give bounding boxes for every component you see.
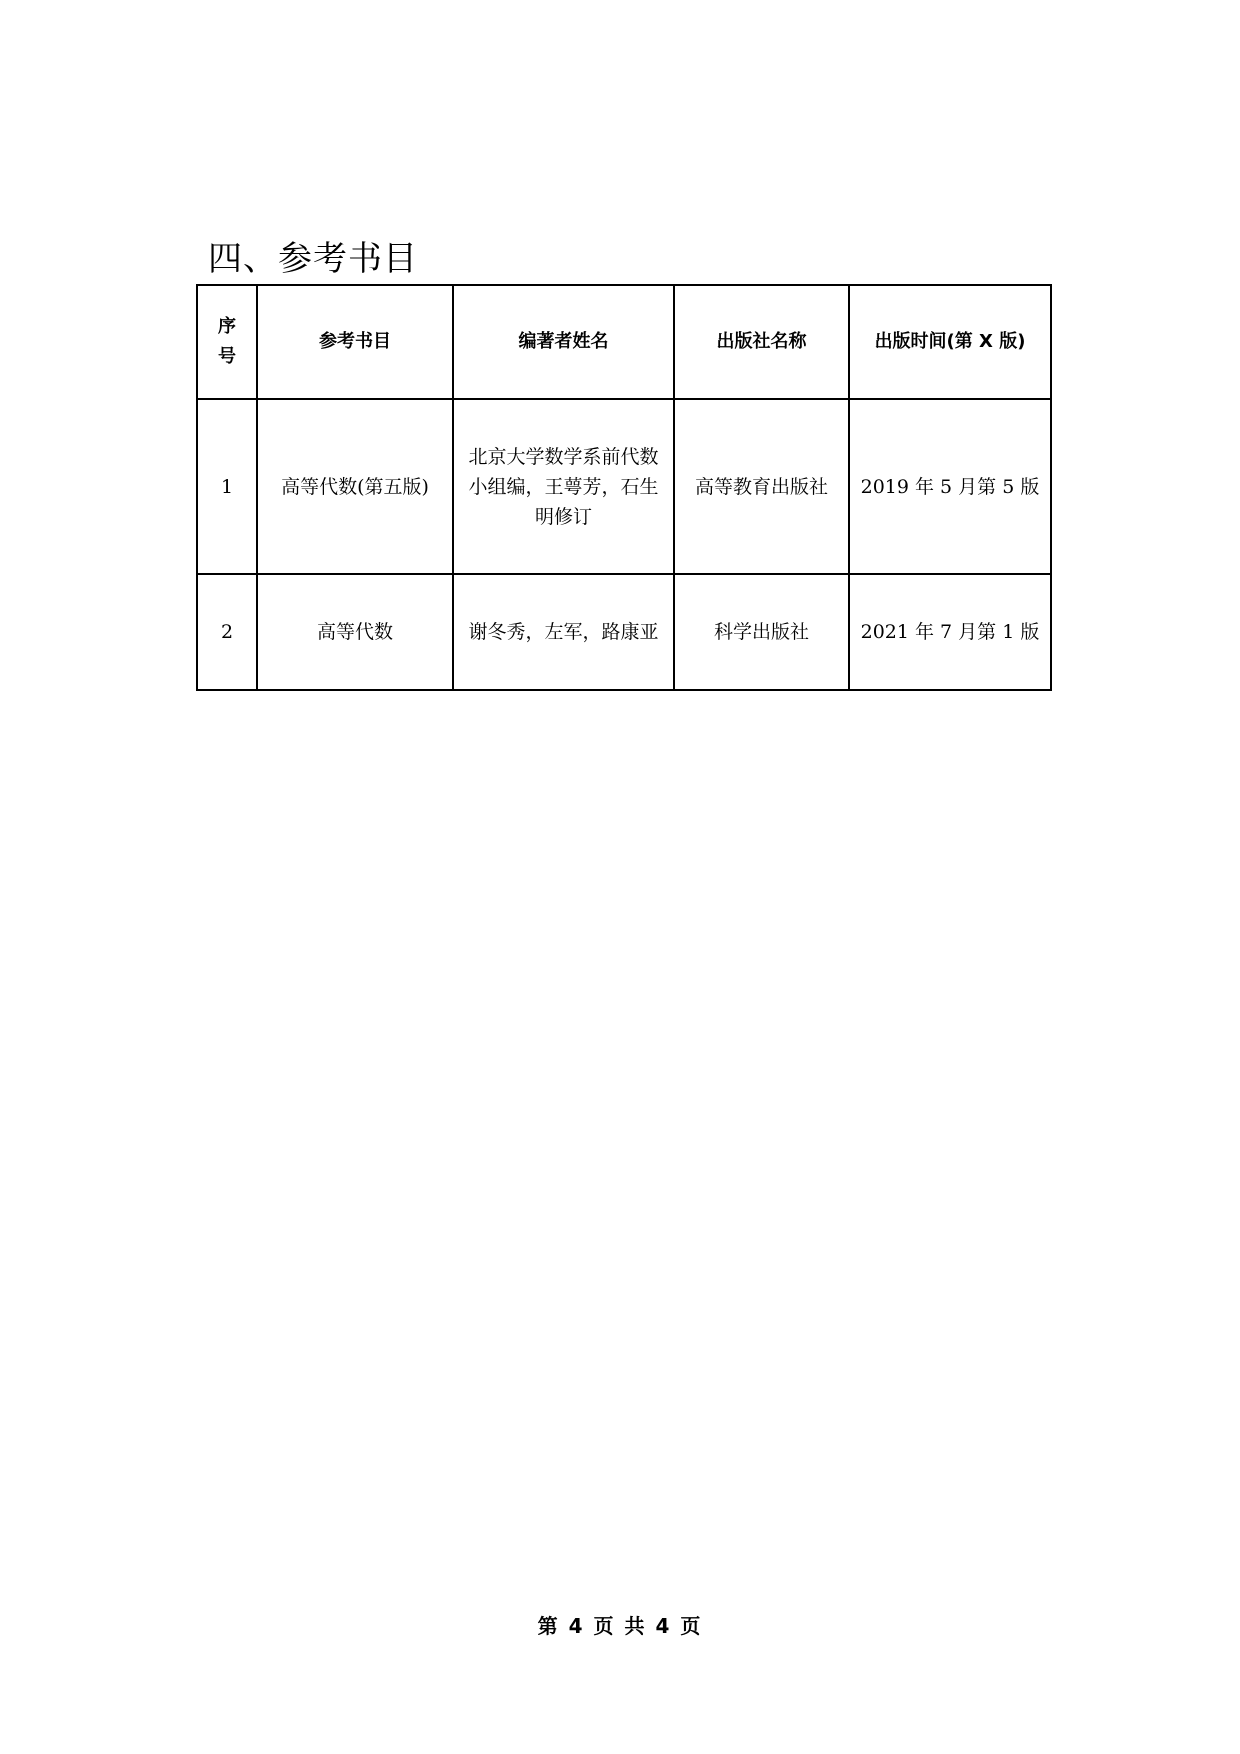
table-header-row: [197, 285, 1051, 399]
page-footer: 第 4 页 共 4 页: [537, 1614, 703, 1638]
reference-table: [196, 284, 1052, 691]
cell-book: 高等代数: [257, 574, 453, 690]
table-row: [197, 574, 1051, 690]
header-seq: [197, 285, 257, 399]
cell-seq: 1: [197, 399, 257, 574]
section-title: 四、参考书目: [208, 239, 418, 279]
cell-seq: 2: [197, 574, 257, 690]
cell-publisher: 科学出版社: [674, 574, 849, 690]
header-book: 参考书目: [257, 285, 453, 399]
header-seq-line2: 号: [218, 346, 236, 367]
cell-publisher: 高等教育出版社: [674, 399, 849, 574]
cell-author: 谢冬秀，左军，路康亚: [453, 574, 674, 690]
header-date: 出版时间(第 X 版): [849, 285, 1051, 399]
header-seq-line1: 序: [218, 316, 236, 337]
cell-author: 北京大学数学系前代数小组编，王萼芳，石生明修订: [453, 399, 674, 574]
table-row: [197, 399, 1051, 574]
header-author: 编著者姓名: [453, 285, 674, 399]
cell-book: 高等代数(第五版): [257, 399, 453, 574]
header-publisher: 出版社名称: [674, 285, 849, 399]
cell-date: 2019 年 5 月第 5 版: [849, 399, 1051, 574]
cell-date: 2021 年 7 月第 1 版: [849, 574, 1051, 690]
